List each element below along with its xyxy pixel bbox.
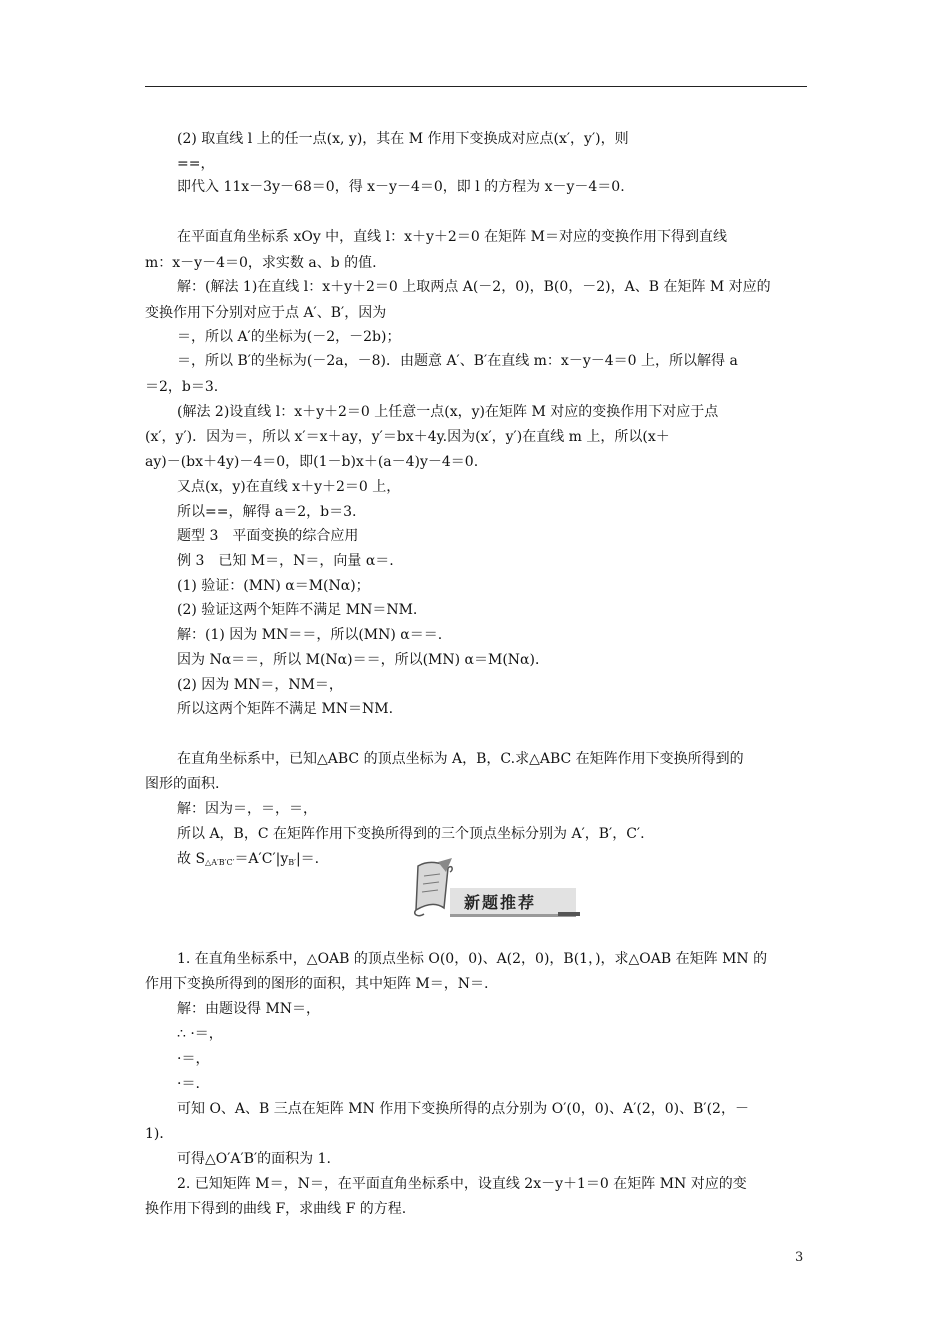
text-line: 因为 Nα＝＝，所以 M(Nα)＝＝，所以(MN) α＝M(Nα)． xyxy=(177,652,549,668)
text-line: 图形的面积. xyxy=(145,776,220,792)
text-line: ·＝. xyxy=(177,1076,200,1092)
text-line: (解法 2)设直线 l：x＋y＋2＝0 上任意一点(x，y)在矩阵 M 对应的变换作用下对应于点 xyxy=(177,404,719,420)
text-line: 即代入 11x－3y－68＝0，得 x－y－4＝0，即 l 的方程为 x－y－4＝0. xyxy=(177,179,625,195)
text-line: m：x－y－4＝0，求实数 a、b 的值. xyxy=(145,255,377,271)
banner-title: 新题推荐 xyxy=(464,893,537,912)
text-line: 作用下变换所得到的图形的面积，其中矩阵 M＝，N＝. xyxy=(145,976,489,992)
text-line: 2. 已知矩阵 M＝，N＝，在平面直角坐标系中，设直线 2x－y＋1＝0 在矩阵 MN 对应的变 xyxy=(177,1176,747,1192)
text-line: 例 3 已知 M＝，N＝，向量 α＝. xyxy=(177,553,394,569)
text-line: (2) 取直线 l 上的任一点(x, y)，其在 M 作用下变换成对应点(x′，y′)，则 xyxy=(177,131,629,147)
text-line: 可得△O′A′B′的面积为 1. xyxy=(177,1151,331,1167)
text-line: 解：(解法 1)在直线 l：x＋y＋2＝0 上取两点 A(－2，0)，B(0，－2)，A、B 在矩阵 M 对应的 xyxy=(177,279,771,295)
area-subscript-2: B′ xyxy=(288,858,296,867)
text-line: 题型 3 平面变换的综合应用 xyxy=(177,528,359,544)
text-line: 1)． xyxy=(145,1126,174,1142)
text-line: 解：由题设得 MN＝， xyxy=(177,1001,321,1017)
text-line: 在直角坐标系中，已知△ABC 的顶点坐标为 A，B，C.求△ABC 在矩阵作用下变换所得到的 xyxy=(177,751,744,767)
text-line: ∴ ·＝， xyxy=(177,1026,223,1042)
banner-shadow xyxy=(558,912,580,916)
text-line: 换作用下得到的曲线 F，求曲线 F 的方程. xyxy=(145,1201,407,1217)
scroll-icon xyxy=(408,858,456,920)
text-line: 所以这两个矩阵不满足 MN＝NM. xyxy=(177,701,394,717)
area-suffix: |＝. xyxy=(295,851,320,867)
section-banner xyxy=(408,858,580,920)
text-line: (2) 验证这两个矩阵不满足 MN＝NM. xyxy=(177,602,418,618)
text-line: ＝2，b＝3. xyxy=(145,379,219,395)
text-line: (2) 因为 MN＝，NM＝， xyxy=(177,677,343,693)
header-rule xyxy=(145,86,807,87)
text-line: ==， xyxy=(177,156,215,172)
area-middle: ＝A′C′|y xyxy=(234,851,289,867)
text-line: 变换作用下分别对应于点 A′、B′，因为 xyxy=(145,305,387,321)
text-line: (1) 验证：(MN) α＝M(Nα)； xyxy=(177,578,370,594)
text-line: ＝，所以 B′的坐标为(－2a，－8)．由题意 A′、B′在直线 m：x－y－4＝0 上，所以解得 a xyxy=(177,353,738,369)
text-line: 解：(1) 因为 MN＝＝，所以(MN) α＝＝. xyxy=(177,627,443,643)
page-number: 3 xyxy=(795,1250,804,1265)
text-line: 解：因为＝，＝，＝， xyxy=(177,801,317,817)
area-subscript: △A′B′C′ xyxy=(205,858,235,867)
text-line: ay)－(bx＋4y)－4＝0，即(1－b)x＋(a－4)y－4＝0. xyxy=(145,454,479,470)
text-line: 在平面直角坐标系 xOy 中，直线 l：x＋y＋2＝0 在矩阵 M＝对应的变换作用下得到直线 xyxy=(177,229,727,245)
text-line: ·＝， xyxy=(177,1051,210,1067)
text-line: ＝，所以 A′的坐标为(－2，－2b)； xyxy=(177,329,401,345)
text-line: 又点(x，y)在直线 x＋y＋2＝0 上， xyxy=(177,479,401,495)
text-line: 1. 在直角坐标系中，△OAB 的顶点坐标 O(0，0)、A(2，0)，B(1，)，求△OAB 在矩阵 MN 的 xyxy=(177,951,768,967)
text-line: 可知 O、A、B 三点在矩阵 MN 作用下变换所得的点分别为 O′(0，0)、A′(2，0)、B′(2，－ xyxy=(177,1101,749,1117)
text-line: 所以==，解得 a＝2，b＝3. xyxy=(177,504,357,520)
text-line: (x′，y′)．因为＝，所以 x′＝x＋ay，y′＝bx＋4y.因为(x′，y′)在直线 m 上，所以(x＋ xyxy=(145,429,670,445)
text-line: 所以 A，B，C 在矩阵作用下变换所得到的三个顶点坐标分别为 A′，B′，C′. xyxy=(177,826,645,842)
area-prefix: 故 S xyxy=(177,851,206,867)
